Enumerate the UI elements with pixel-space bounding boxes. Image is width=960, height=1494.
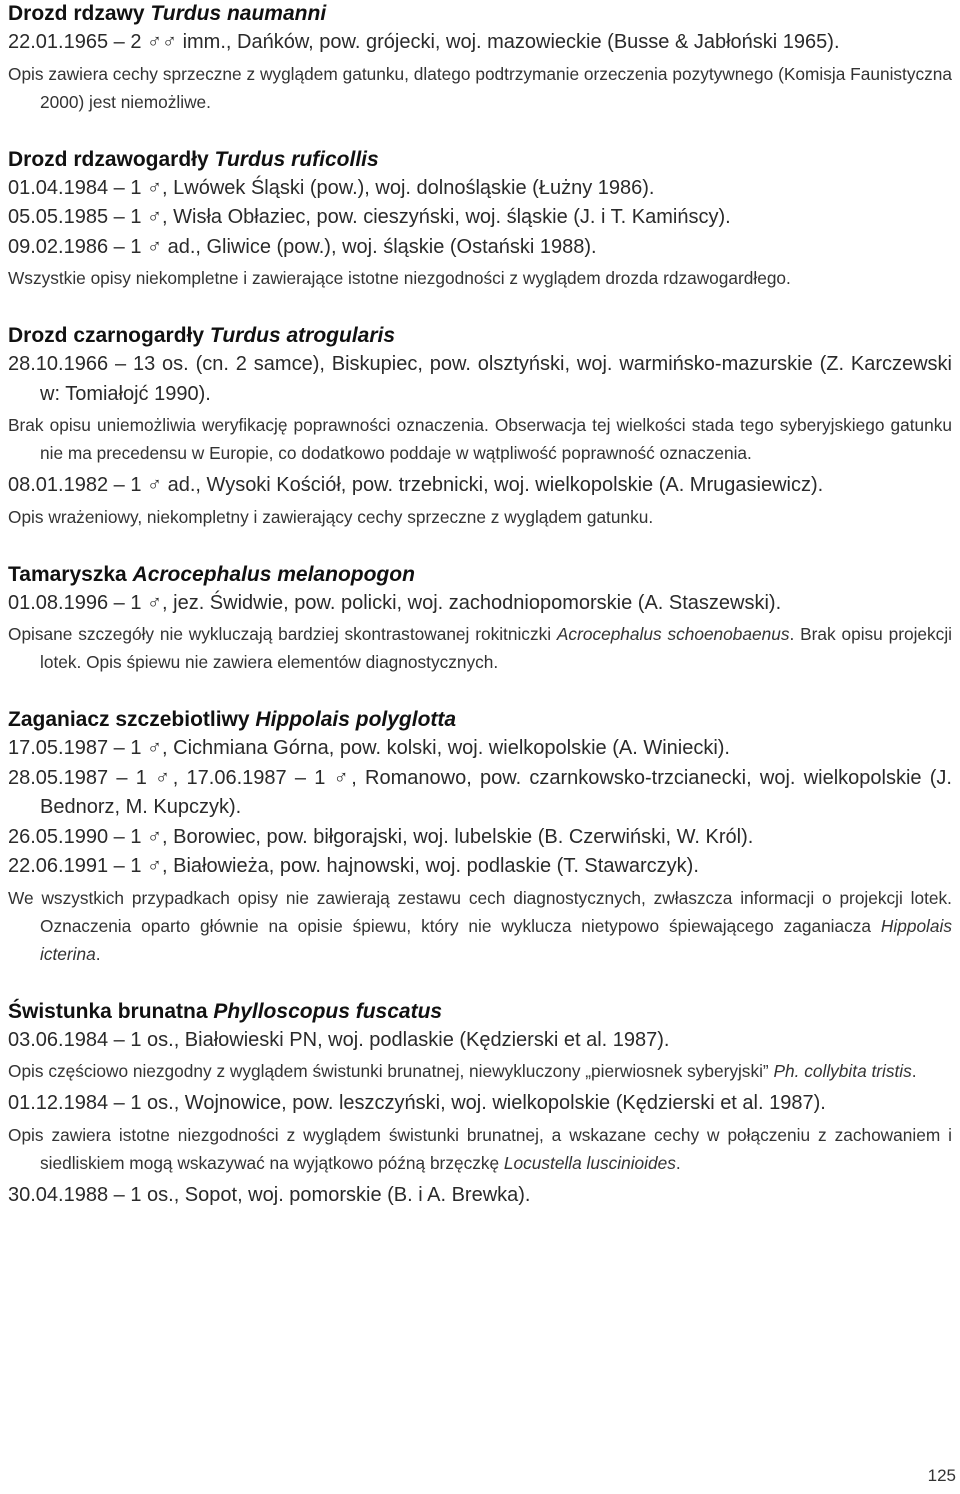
species-section xyxy=(8,561,952,677)
note-text: Opis częściowo niezgodny z wyglądem świstunki brunatnej, niewykluczony „pierwiosnek syberyjski” xyxy=(8,1061,774,1081)
species-section xyxy=(8,998,952,1211)
species-common-name: Zaganiacz szczebiotliwy xyxy=(8,708,256,731)
species-common-name: Drozd rdzawogardły xyxy=(8,147,215,171)
observation-record: 22.01.1965 – 2 ♂♂ imm., Dańków, pow. grójecki, woj. mazowieckie (Busse & Jabłoński 1965). xyxy=(8,31,840,53)
note-text: Opis wrażeniowy, niekompletny i zawierający cechy sprzeczne z wyglądem gatunku. xyxy=(8,506,654,527)
species-common-name: Drozd czarnogardły xyxy=(8,324,210,347)
observation-record: 08.01.1982 – 1 ♂ ad., Wysoki Kościół, pow. trzebnicki, woj. wielkopolskie (A. Mrugasiewicz). xyxy=(8,474,824,496)
note-text: We wszystkich przypadkach opisy nie zawierają zestawu cech diagnostycznych, zwłaszcza informacji o projekcji lotek. Oznaczenia oparto głównie na opisie śpiewu, który nie wyklucza nietypowo śpiewającego zaganiacza xyxy=(8,887,952,936)
note-text: . xyxy=(911,1061,917,1081)
latin-name-inline: Acrocephalus schoenobaenus xyxy=(556,624,790,644)
commission-note xyxy=(8,1121,952,1177)
observation-record: 01.08.1996 – 1 ♂, jez. Świdwie, pow. policki, woj. zachodniopomorskie (A. Staszewski). xyxy=(8,591,782,614)
note-text: . xyxy=(95,943,101,964)
species-heading xyxy=(8,998,952,1026)
species-section xyxy=(8,0,952,116)
observation-record: 17.05.1987 – 1 ♂, Cichmiana Górna, pow. kolski, woj. wielkopolskie (A. Winiecki). xyxy=(8,737,730,759)
latin-name-inline: Hippolais icterina xyxy=(40,915,952,964)
commission-note xyxy=(8,264,952,292)
species-common-name: Świstunka brunatna xyxy=(8,999,214,1023)
commission-note xyxy=(8,411,952,467)
note-text: Opisane szczegóły nie wykluczają bardziej skontrastowanej rokitniczki xyxy=(8,624,557,644)
observation-record: 01.12.1984 – 1 os., Wojnowice, pow. leszczyński, woj. wielkopolskie (Kędzierski et al. 1987). xyxy=(8,1092,826,1114)
species-heading xyxy=(8,0,952,28)
species-latin-name: Turdus atrogularis xyxy=(209,324,396,347)
latin-name-inline: Ph. collybita tristis xyxy=(773,1061,912,1081)
commission-note xyxy=(8,60,952,116)
observation-record: 01.04.1984 – 1 ♂, Lwówek Śląski (pow.), woj. dolnośląskie (Łużny 1986). xyxy=(8,176,655,199)
observation-record: 22.06.1991 – 1 ♂, Białowieża, pow. hajnowski, woj. podlaskie (T. Stawarczyk). xyxy=(8,855,699,877)
species-latin-name: Phylloscopus fuscatus xyxy=(213,999,443,1023)
note-text: Opis zawiera cechy sprzeczne z wyglądem gatunku, dlatego podtrzymanie orzeczenia pozytywnego (Komisja Faunistyczna 2000) jest niemożliwe. xyxy=(8,63,952,112)
note-text: Brak opisu uniemożliwia weryfikację poprawności oznaczenia. Obserwacja tej wielkości stada tego syberyjskiego gatunku nie ma precedensu w Europie, co dodatkowo poddaje w wątpliwość poprawność oznaczenia. xyxy=(8,415,952,463)
section-gap xyxy=(8,680,952,706)
section-gap xyxy=(8,296,952,322)
page-number: 125 xyxy=(927,1466,956,1485)
commission-note xyxy=(8,620,952,676)
species-latin-name: Turdus naumanni xyxy=(150,2,327,25)
species-section xyxy=(8,146,952,293)
section-gap xyxy=(8,120,952,146)
observation-record: 30.04.1988 – 1 os., Sopot, woj. pomorskie (B. i A. Brewka). xyxy=(8,1183,531,1206)
species-heading xyxy=(8,146,952,174)
species-latin-name: Hippolais polyglotta xyxy=(255,708,457,731)
species-latin-name: Acrocephalus melanopogon xyxy=(132,562,415,586)
species-heading xyxy=(8,561,952,589)
note-text: Wszystkie opisy niekompletne i zawierające istotne niezgodności z wyglądem drozda rdzawogardłego. xyxy=(8,268,791,288)
note-text: . Brak opisu projekcji lotek. Opis śpiewu nie zawiera elementów diagnostycznych. xyxy=(40,624,952,672)
species-common-name: Tamaryszka xyxy=(8,562,133,586)
observation-record: 26.05.1990 – 1 ♂, Borowiec, pow. biłgorajski, woj. lubelskie (B. Czerwiński, W. Król). xyxy=(8,825,754,848)
observation-record: 28.10.1966 – 13 os. (cn. 2 samce), Biskupiec, pow. olsztyński, woj. warmińsko-mazurskie (Z. Karczewski w: Tomiałojć 1990). xyxy=(8,353,952,405)
observation-record: 28.05.1987 – 1 ♂, 17.06.1987 – 1 ♂, Romanowo, pow. czarnkowsko-trzcianecki, woj. wielkopolskie (J. Bednorz, M. Kupczyk). xyxy=(8,766,952,818)
latin-name-inline: Locustella luscinioides xyxy=(503,1152,676,1173)
species-heading xyxy=(8,706,952,734)
note-text: . xyxy=(675,1152,681,1173)
species-common-name: Drozd rdzawy xyxy=(8,2,151,25)
observation-record: 09.02.1986 – 1 ♂ ad., Gliwice (pow.), woj. śląskie (Ostański 1988). xyxy=(8,235,597,258)
species-section xyxy=(8,706,952,968)
species-section xyxy=(8,322,952,531)
document-page xyxy=(8,0,952,1210)
observation-record: 05.05.1985 – 1 ♂, Wisła Obłaziec, pow. cieszyński, woj. śląskie (J. i T. Kamińscy). xyxy=(8,206,731,228)
commission-note xyxy=(8,884,952,968)
commission-note xyxy=(8,1057,952,1085)
species-heading xyxy=(8,322,952,350)
species-latin-name: Turdus ruficollis xyxy=(214,147,379,171)
note-text: Opis zawiera istotne niezgodności z wyglądem świstunki brunatnej, a wskazane cechy w połączeniu z zachowaniem i siedliskiem mogą wskazywać na wyjątkowo późną brzęczkę xyxy=(8,1124,952,1173)
commission-note xyxy=(8,503,952,531)
section-gap xyxy=(8,535,952,561)
observation-record: 03.06.1984 – 1 os., Białowieski PN, woj. podlaskie (Kędzierski et al. 1987). xyxy=(8,1028,670,1051)
section-gap xyxy=(8,972,952,998)
